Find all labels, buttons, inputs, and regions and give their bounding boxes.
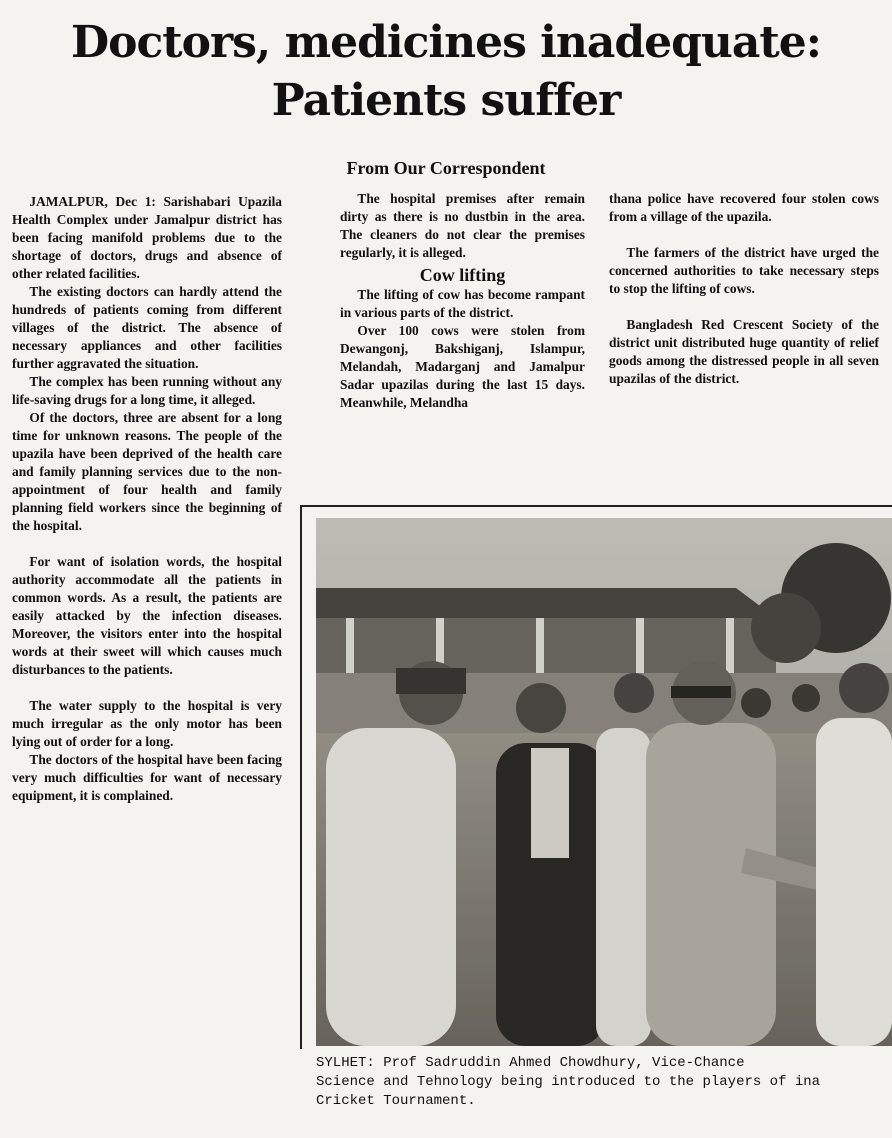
news-photo xyxy=(316,518,892,1046)
paragraph: JAMALPUR, Dec 1: Sarishabari Upazila Health Complex under Jamalpur district has been facing manifold problems due to the shortage of doctors, drugs and absence of other related facilities. xyxy=(12,194,282,281)
article-column-3 xyxy=(609,190,879,388)
headline-line-1: Doctors, medicines inadequate: xyxy=(71,17,821,68)
article-column-1 xyxy=(12,193,282,805)
photo-caption xyxy=(316,1054,892,1111)
caption-line-2: Science and Tehnology being introduced to the players of ina xyxy=(316,1074,821,1090)
paragraph: For want of isolation words, the hospital authority accommodate all the patients in common words. As a result, the patients are easily attacked by the infection diseases. Moreover, the visitors enter into the hospital words at their sweet will which causes much disturbances to the patients. xyxy=(12,554,282,677)
headline-line-2: Patients suffer xyxy=(271,75,621,126)
caption-line-1: SYLHET: Prof Sadruddin Ahmed Chowdhury, Vice-Chance xyxy=(316,1055,745,1071)
paragraph: Of the doctors, three are absent for a long time for unknown reasons. The people of the upazila have been deprived of the health care and family planning services due to the non-appointment of four health and family planning field workers since the beginning of the hospital. xyxy=(12,410,282,533)
paragraph: The existing doctors can hardly attend the hundreds of patients coming from different villages of the district. The absence of necessary appliances and other facilities further aggravated the situation. xyxy=(12,284,282,371)
article-column-2 xyxy=(340,190,585,412)
paragraph: The water supply to the hospital is very much irregular as the only motor has been lying out of order for a long. xyxy=(12,698,282,749)
caption-line-3: Cricket Tournament. xyxy=(316,1093,476,1109)
headline xyxy=(0,14,892,130)
paragraph: The farmers of the district have urged the concerned authorities to take necessary steps to stop the lifting of cows. xyxy=(609,245,879,296)
paragraph: The doctors of the hospital have been facing very much difficulties for want of necessary equipment, it is complained. xyxy=(12,752,282,803)
paragraph: The lifting of cow has become rampant in various parts of the district. xyxy=(340,287,585,320)
subheading-cow-lifting: Cow lifting xyxy=(419,265,506,285)
paragraph: The hospital premises after remain dirty as there is no dustbin in the area. The cleaners do not clear the premises regularly, it is alleged. xyxy=(340,191,585,260)
paragraph: thana police have recovered four stolen cows from a village of the upazila. xyxy=(609,191,879,224)
paragraph: Bangladesh Red Crescent Society of the district unit distributed huge quantity of relief goods among the distressed people in all seven upazilas of the district. xyxy=(609,317,879,386)
paragraph: The complex has been running without any life-saving drugs for a long time, it alleged. xyxy=(12,374,282,407)
byline: From Our Correspondent xyxy=(346,158,546,178)
paragraph: Over 100 cows were stolen from Dewangonj, Bakshiganj, Islampur, Melandah, Madarganj and Jamalpur Sadar upazilas during the last 15 days. Meanwhile, Melandha xyxy=(340,323,585,410)
